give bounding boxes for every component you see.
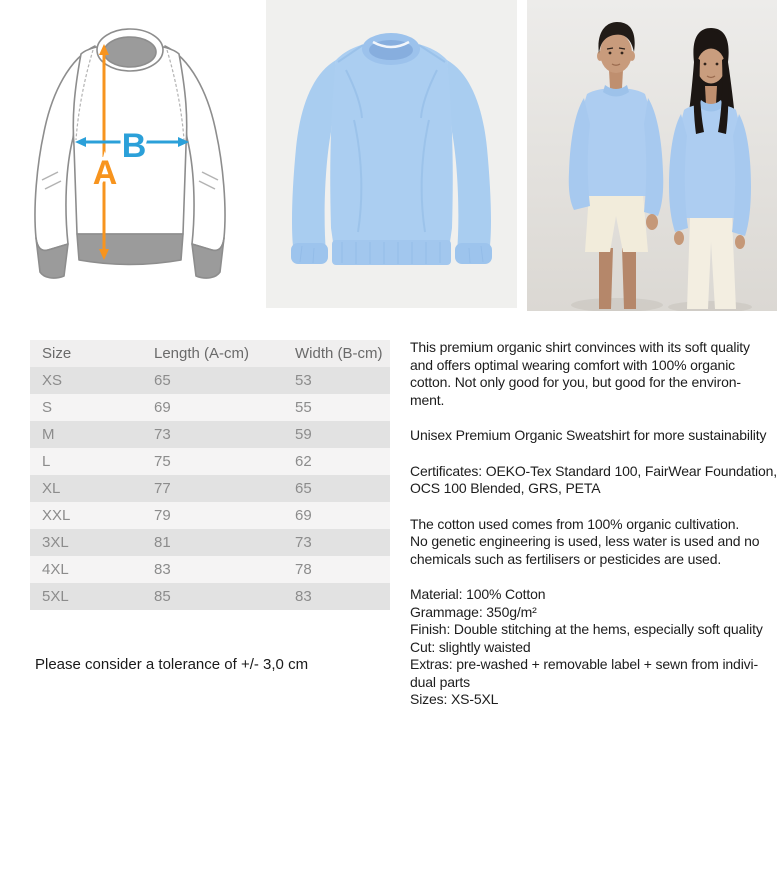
models-photo [527, 0, 777, 311]
table-row [30, 475, 390, 502]
description-line: dual parts [410, 673, 470, 690]
description-line: chemicals such as fertilisers or pesticides are used. [410, 550, 722, 567]
product-image-row [0, 0, 777, 311]
size-table-section [30, 340, 390, 610]
table-row [30, 556, 390, 583]
table-row [30, 421, 390, 448]
label-b: B [121, 127, 147, 165]
table-cell: 4XL [42, 561, 69, 578]
table-cell: 78 [295, 561, 312, 578]
description-line: OCS 100 Blended, GRS, PETA [410, 480, 601, 496]
table-row [30, 583, 390, 610]
description-line: This premium organic shirt convinces with its soft quality [410, 339, 750, 355]
size-diagram-image [0, 0, 260, 310]
table-cell: M [42, 426, 55, 443]
description-line: No genetic engineering is used, less water is used and no [410, 533, 760, 549]
description-line: cotton. Not only good for you, but good for the environ- [410, 374, 741, 390]
table-cell: XS [42, 372, 63, 389]
description-paragraph [410, 339, 777, 409]
table-row [30, 367, 390, 394]
table-cell: 73 [154, 426, 171, 443]
tolerance-note: Please consider a tolerance of +/- 3,0 cm [35, 656, 309, 673]
column-header: Size [42, 345, 72, 362]
table-cell: 53 [295, 372, 312, 389]
table-cell: 79 [154, 507, 171, 524]
woman-sweatshirt [678, 104, 743, 218]
description-line: Extras: pre-washed + removable label + sewn from indivi- [410, 656, 758, 672]
table-cell: 65 [154, 372, 171, 389]
table-cell: 65 [295, 480, 312, 497]
description-line: ment. [410, 391, 445, 408]
table-cell: 55 [295, 399, 312, 416]
table-cell: 62 [295, 453, 312, 470]
description-line: Material: 100% Cotton [410, 586, 546, 602]
sweatshirt-measure-diagram [0, 0, 260, 310]
description-line: Sizes: XS-5XL [410, 691, 499, 707]
description-line: Grammage: 350g/m² [410, 603, 537, 620]
column-header: Length (A-cm) [154, 345, 250, 362]
description-line: and offers optimal wearing comfort with 100% organic [410, 356, 736, 373]
label-a: A [92, 154, 118, 192]
flat-sweatshirt-illustration [266, 0, 517, 308]
models-illustration [527, 0, 777, 311]
description-paragraph [410, 463, 777, 498]
woman-face [697, 49, 725, 84]
table-cell: XXL [42, 507, 71, 524]
size-table-header-row [30, 340, 390, 367]
table-cell: 69 [154, 399, 171, 416]
collar-inner [104, 37, 156, 67]
table-cell: 85 [154, 588, 171, 605]
description-line: Certificates: OEKO-Tex Standard 100, FairWear Foundation, [410, 462, 777, 479]
hem-band [77, 234, 183, 265]
table-cell: 59 [295, 426, 312, 443]
table-row [30, 448, 390, 475]
table-cell: 5XL [42, 588, 69, 605]
table-cell: 75 [154, 453, 171, 470]
table-cell: L [42, 453, 51, 470]
table-cell: S [42, 399, 53, 416]
description-line: Finish: Double stitching at the hems, especially soft quality [410, 621, 763, 637]
hem-rib [332, 240, 451, 265]
table-cell: 81 [154, 534, 171, 551]
column-header: Width (B-cm) [295, 345, 383, 362]
size-table [30, 340, 390, 610]
table-cell: 83 [154, 561, 171, 578]
table-cell: 73 [295, 534, 312, 551]
description-line: The cotton used comes from 100% organic cultivation. [410, 515, 740, 532]
man-sweatshirt [579, 88, 653, 196]
table-cell: 83 [295, 588, 312, 605]
size-table-body [30, 367, 390, 610]
description-paragraph [410, 586, 777, 709]
description-line: Cut: slightly waisted [410, 638, 531, 655]
table-cell: XL [42, 480, 61, 497]
table-cell: 69 [295, 507, 312, 524]
table-row [30, 529, 390, 556]
description-paragraph [410, 427, 777, 445]
table-row [30, 502, 390, 529]
description-paragraph [410, 516, 777, 569]
product-description [410, 339, 777, 727]
image-gap [517, 0, 527, 310]
product-flat-image [266, 0, 517, 308]
table-cell: 3XL [42, 534, 69, 551]
table-cell: 77 [154, 480, 171, 497]
table-row [30, 394, 390, 421]
description-line: Unisex Premium Organic Sweatshirt for more sustainability [410, 427, 767, 443]
